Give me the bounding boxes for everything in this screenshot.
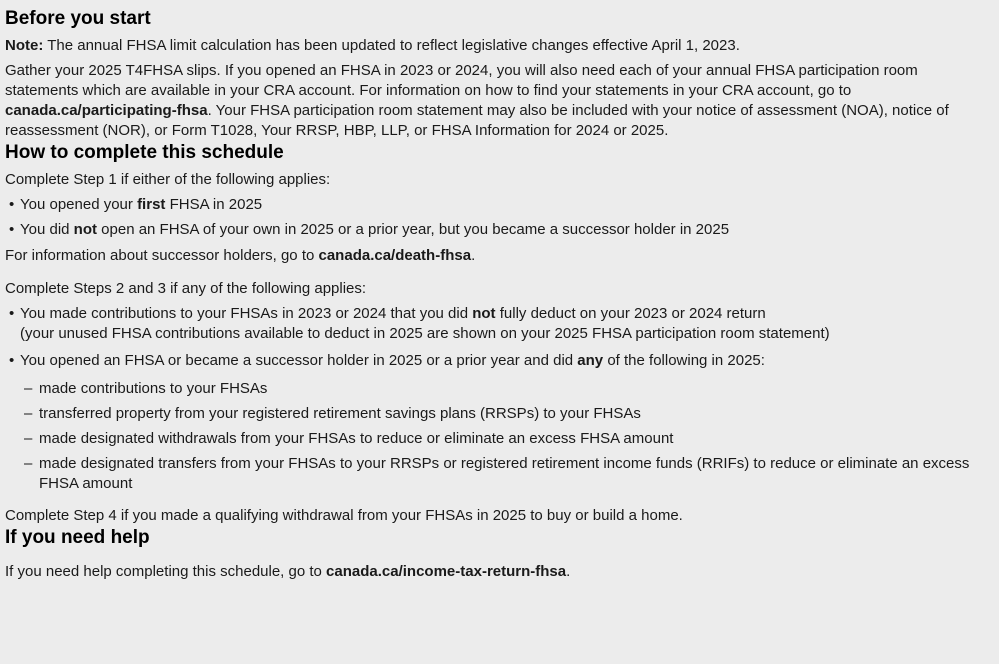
bullet-contributions-text (20, 304, 985, 344)
text-segment: You opened your (20, 196, 138, 213)
bullet-marker: • (9, 352, 15, 369)
steps23-intro: Complete Steps 2 and 3 if any of the following applies: (5, 280, 367, 297)
bullet-opened-successor (5, 351, 985, 371)
text-segment: open an FHSA of your own in 2025 or a prior year, but you became a successor holder in 2025 (97, 221, 730, 238)
text-segment: You did (20, 221, 74, 238)
successor-holders-paragraph (5, 246, 985, 266)
step1-intro: Complete Step 1 if either of the following applies: (5, 171, 331, 188)
dash-item-contributions (5, 379, 985, 399)
dash-marker: – (24, 405, 33, 422)
bullet-opened-successor-text (20, 351, 985, 371)
dash-item-text: made designated withdrawals from your FHSAs to reduce or eliminate an excess FHSA amount (39, 430, 674, 447)
text-segment: . (471, 247, 476, 264)
bullet-contributions-line2: (your unused FHSA contributions available to deduct in 2025 are shown on your 2025 FHSA participation room statement) (20, 325, 830, 342)
text-segment: fully deduct on your 2023 or 2024 return (495, 305, 766, 322)
gather-text-before-link: Gather your 2025 T4FHSA slips. If you opened an FHSA in 2023 or 2024, you will also need each of your annual FHSA participation room statements which are available in your CRA account. For information on how to find your statements in your CRA account, go to (5, 62, 918, 99)
bold-segment: not (73, 221, 97, 238)
bold-segment: any (577, 352, 604, 369)
link-income-tax-return-fhsa: canada.ca/income-tax-return-fhsa (326, 563, 567, 580)
bold-segment: first (137, 196, 166, 213)
link-participating-fhsa: canada.ca/participating-fhsa (5, 102, 208, 119)
gather-slips-paragraph (5, 61, 985, 141)
bullet-contributions (5, 304, 985, 344)
note-paragraph (5, 36, 985, 56)
bullet-marker: • (9, 305, 15, 322)
text-segment: . (566, 563, 571, 580)
dash-marker: – (24, 430, 33, 447)
dash-item-transfers-out (5, 454, 985, 494)
text-segment: For information about successor holders, go to (5, 247, 319, 264)
bullet-marker: • (9, 196, 15, 213)
dash-marker: – (24, 455, 33, 472)
bullet-first-fhsa (5, 195, 985, 215)
dash-marker: – (24, 380, 33, 397)
bullet-not-open-text (20, 220, 985, 240)
dash-item-text: made designated transfers from your FHSAs to your RRSPs or registered retirement income funds (RRIFs) to reduce or eliminate an excess FHSA amount (39, 455, 970, 492)
link-death-fhsa: canada.ca/death-fhsa (318, 247, 472, 264)
bullet-first-fhsa-text (20, 195, 985, 215)
bullet-contributions-line1 (20, 304, 985, 324)
text-segment: You opened an FHSA or became a successor holder in 2025 or a prior year and did (20, 352, 578, 369)
text-segment: If you need help completing this schedule, go to (5, 563, 327, 580)
help-paragraph (5, 562, 985, 582)
bold-segment: not (472, 305, 496, 322)
note-label: Note: (5, 37, 44, 54)
dash-item-withdrawals (5, 429, 985, 449)
gather-text-after-link: . Your FHSA participation room statement may also be included with your notice of assessment (NOA), notice of reassessment (NOR), or Form T1028, Your RRSP, HBP, LLP, or FHSA Information for 2024 or 2025. (5, 102, 949, 139)
bullet-not-open (5, 220, 985, 240)
step4-paragraph: Complete Step 4 if you made a qualifying withdrawal from your FHSAs in 2025 to buy or build a home. (5, 507, 683, 524)
text-segment: of the following in 2025: (603, 352, 765, 369)
bullet-marker: • (9, 221, 15, 238)
dash-item-text: transferred property from your registered retirement savings plans (RRSPs) to your FHSAs (39, 405, 641, 422)
heading-before-you-start: Before you start (5, 8, 151, 29)
dash-item-transfers-in (5, 404, 985, 424)
text-segment: You made contributions to your FHSAs in 2023 or 2024 that you did (20, 305, 473, 322)
heading-if-you-need-help: If you need help (5, 527, 150, 548)
heading-how-to-complete: How to complete this schedule (5, 142, 284, 163)
note-text: The annual FHSA limit calculation has been updated to reflect legislative changes effective April 1, 2023. (43, 37, 740, 54)
dash-item-text: made contributions to your FHSAs (39, 380, 268, 397)
text-segment: FHSA in 2025 (165, 196, 263, 213)
